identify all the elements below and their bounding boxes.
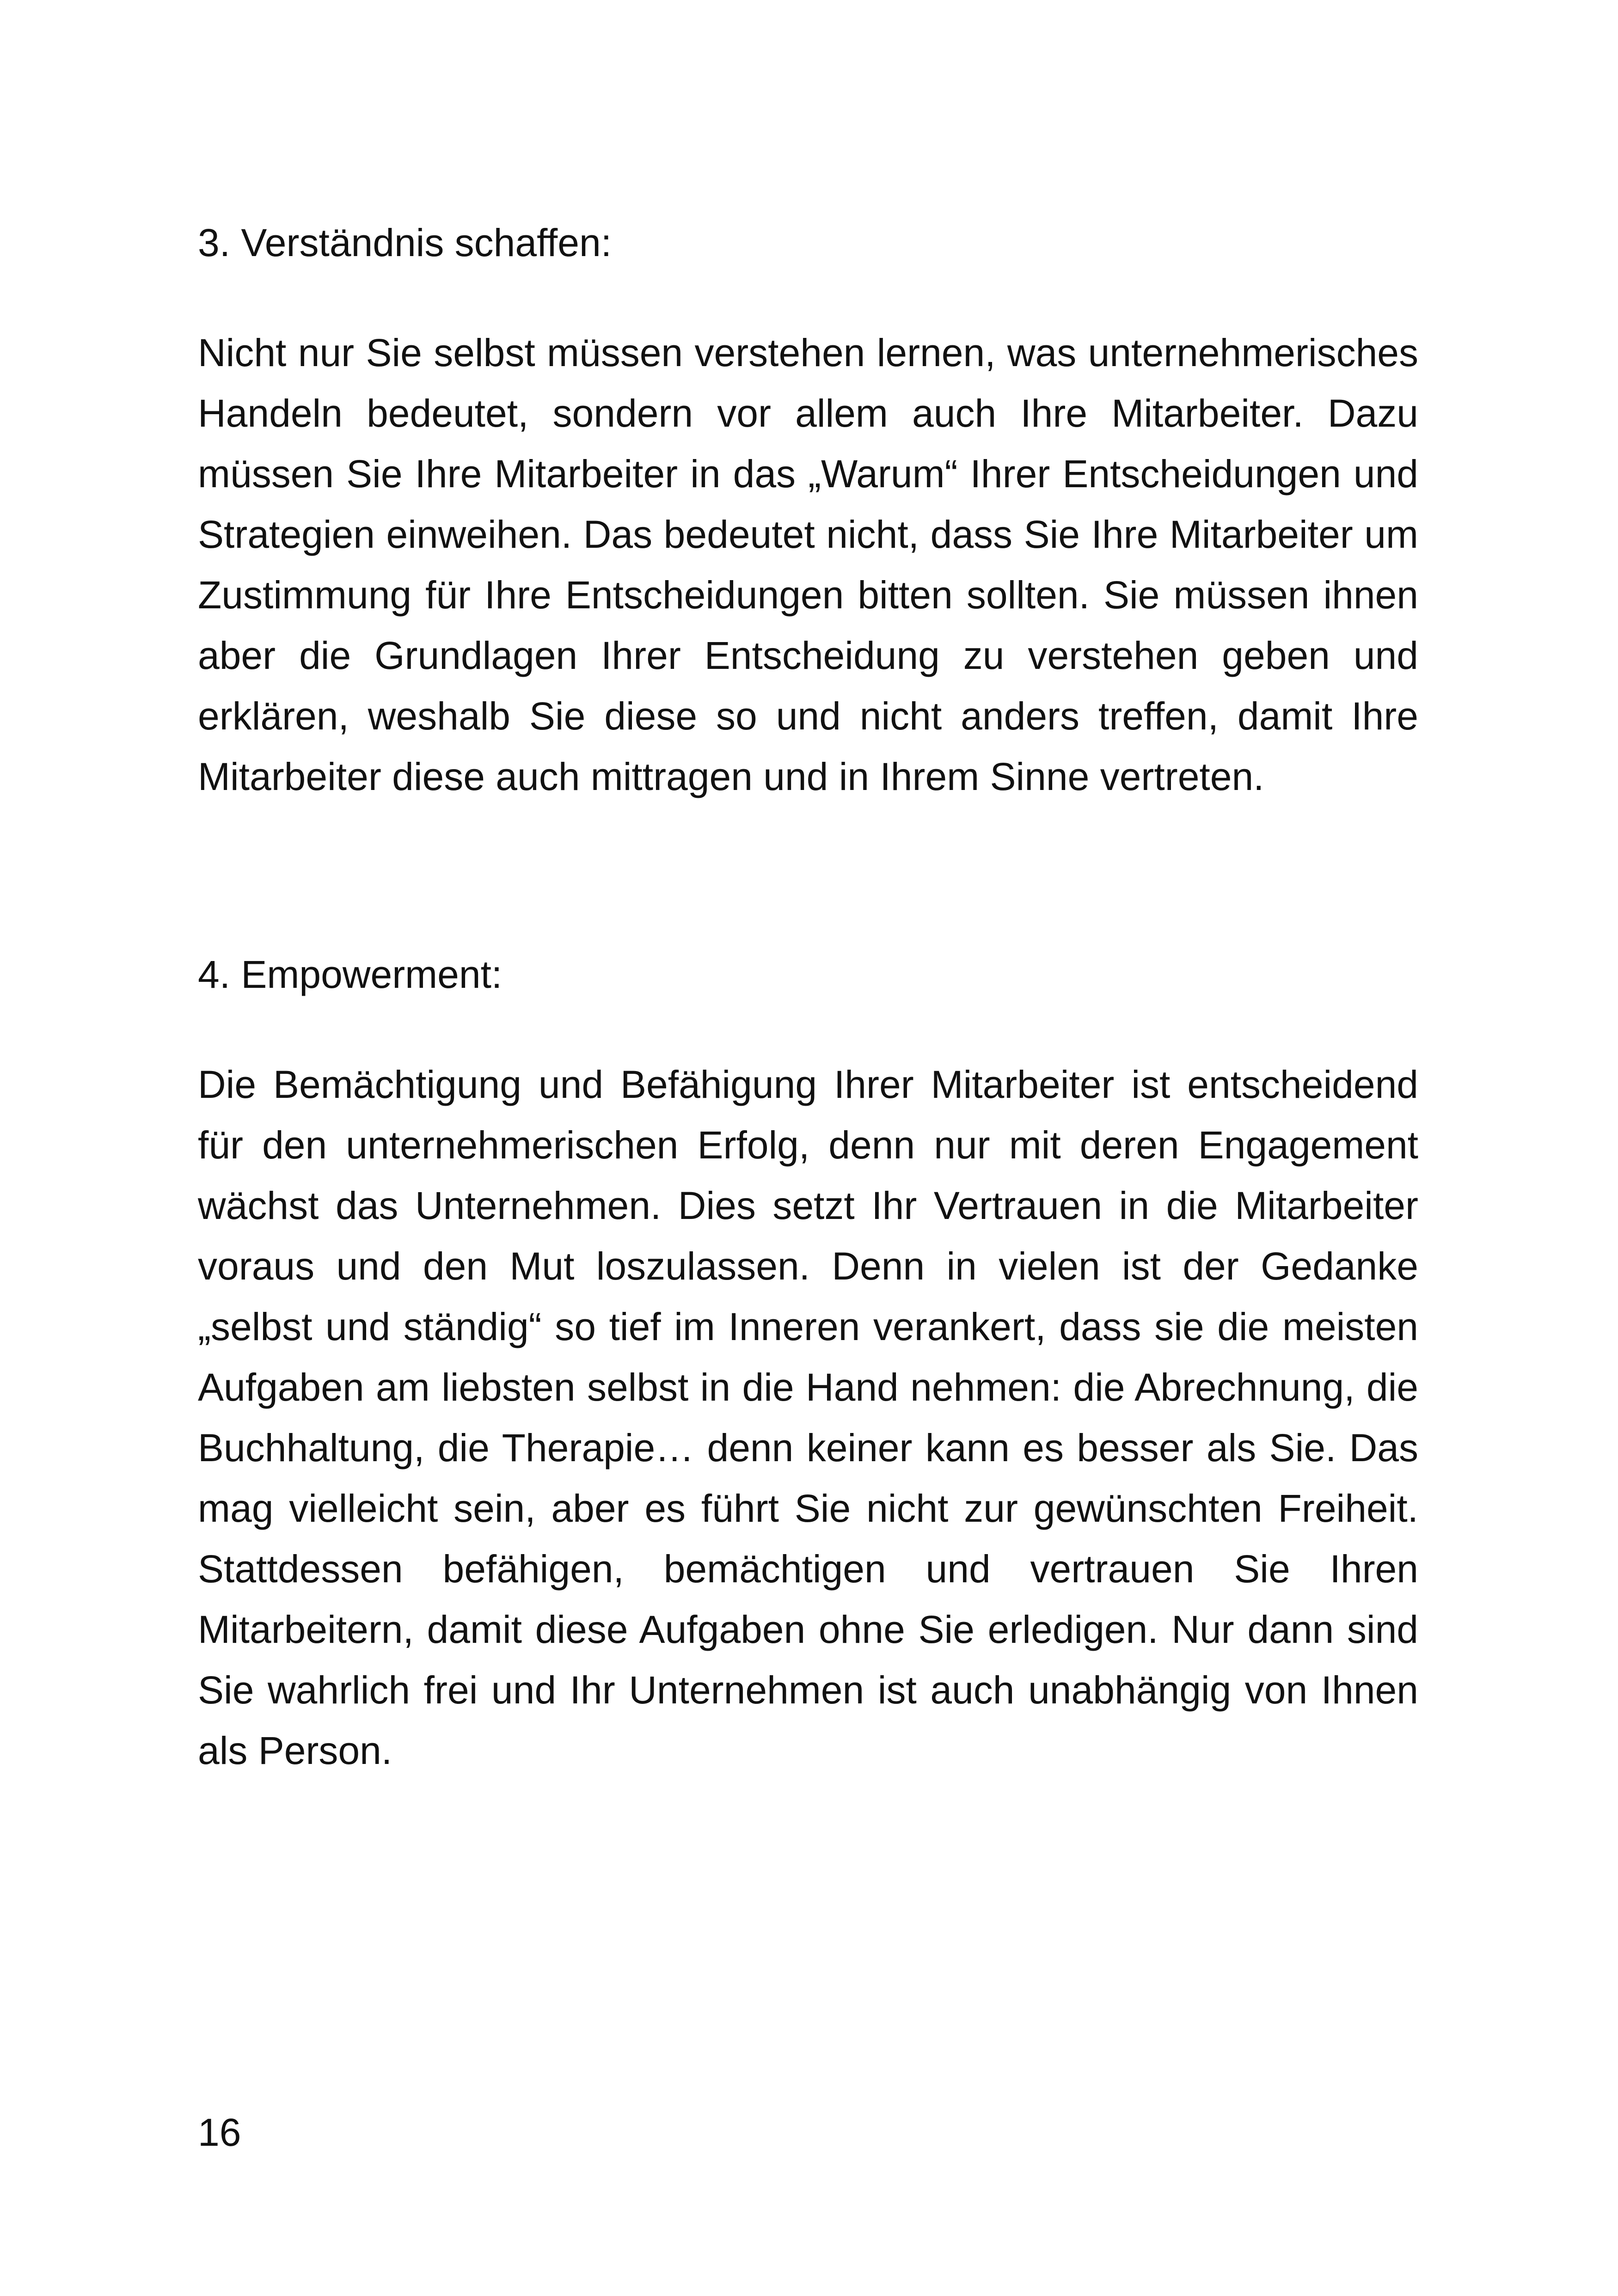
- section-heading-verstaendnis: 3. Verständnis schaffen:: [198, 221, 612, 264]
- page-number: 16: [198, 2111, 241, 2154]
- page-content: [198, 213, 1418, 1781]
- section-paragraph-verstaendnis: Nicht nur Sie selbst müssen verstehen lernen, was unternehmerisches Handeln bedeutet, sondern vor allem auch Ihre Mitarbeiter. Dazu müssen Sie Ihre Mitarbeiter in das „Warum“ Ihrer Entscheidungen und Strategien einweihen. Das bedeutet nicht, dass Sie Ihre Mitarbeiter um Zustimmung für Ihre Entscheidungen bitten sollten. Sie müssen ihnen aber die Grundlagen Ihrer Entscheidung zu verstehen geben und erklären, weshalb Sie diese so und nicht anders treffen, damit Ihre Mitarbeiter diese auch mittragen und in Ihrem Sinne vertreten.: [198, 331, 1418, 798]
- section-heading-empowerment: 4. Empowerment:: [198, 953, 503, 996]
- section-paragraph-empowerment: Die Bemächtigung und Befähigung Ihrer Mitarbeiter ist entscheidend für den unternehmerischen Erfolg, denn nur mit deren Engagement wächst das Unternehmen. Dies setzt Ihr Vertrauen in die Mitarbeiter voraus und den Mut loszulassen. Denn in vielen ist der Gedanke „selbst und ständig“ so tief im Inneren verankert, dass sie die meisten Aufgaben am liebsten selbst in die Hand nehmen: die Abrechnung, die Buchhaltung, die Therapie… denn keiner kann es besser als Sie. Das mag vielleicht sein, aber es führt Sie nicht zur gewünschten Freiheit. Stattdessen befähigen, bemächtigen und vertrauen Sie Ihren Mitarbeitern, damit diese Aufgaben ohne Sie erledigen. Nur dann sind Sie wahrlich frei und Ihr Unternehmen ist auch unabhängig von Ihnen als Person.: [198, 1063, 1418, 1772]
